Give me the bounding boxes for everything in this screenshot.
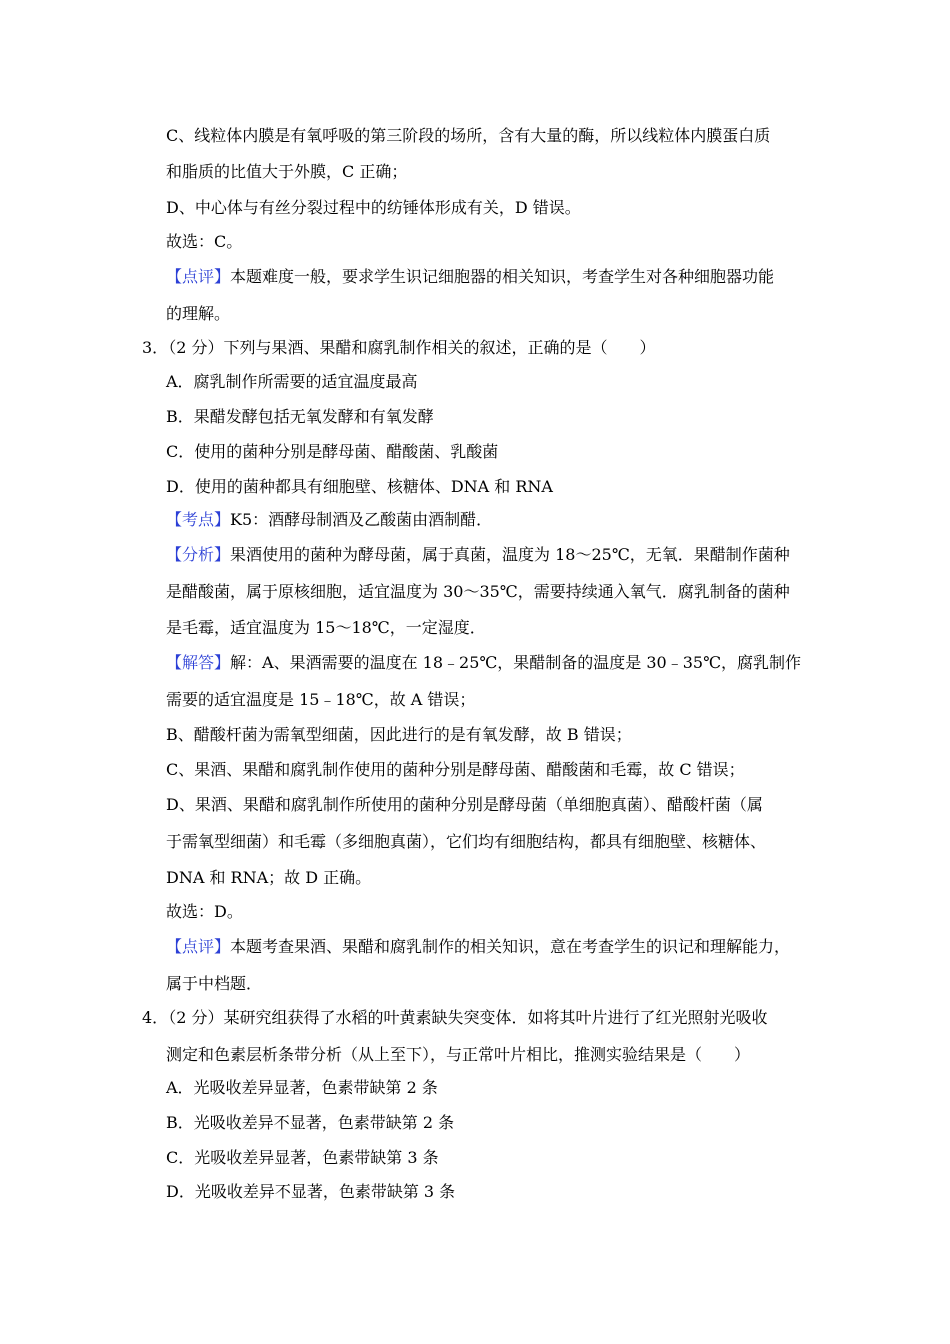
question-number: 4．	[142, 1008, 169, 1027]
q3-option-c: C．使用的菌种分别是酵母菌、醋酸菌、乳酸菌	[166, 442, 499, 461]
q2-comment-line1	[166, 267, 774, 287]
q4-option-b: B．光吸收差异不显著，色素带缺第 2 条	[166, 1113, 455, 1132]
jieda-text: 解：A、果酒需要的温度在 18﹣25℃，果醋制备的温度是 30﹣35℃，腐乳制作	[230, 653, 801, 672]
q4-option-d: D．光吸收差异不显著，色素带缺第 3 条	[166, 1182, 456, 1201]
q3-option-a: A．腐乳制作所需要的适宜温度最高	[166, 372, 418, 391]
q3-jieda-line1	[166, 653, 801, 673]
fenxi-text: 果酒使用的菌种为酵母菌，属于真菌，温度为 18～25℃，无氧．果醋制作菌种	[230, 545, 790, 564]
question-stem-text: （2 分）下列与果酒、果醋和腐乳制作相关的叙述，正确的是（ ）	[168, 338, 656, 357]
kaodian-tag: 【考点】	[166, 510, 231, 529]
q3-jieda-d-line2: 于需氧型细菌）和毛霉（多细胞真菌），它们均有细胞结构，都具有细胞壁、核糖体、	[166, 832, 767, 851]
q3-jieda-line2: 需要的适宜温度是 15﹣18℃，故 A 错误；	[166, 690, 476, 709]
q3-option-b: B．果醋发酵包括无氧发酵和有氧发酵	[166, 407, 434, 426]
q4-option-c: C．光吸收差异显著，色素带缺第 3 条	[166, 1148, 439, 1167]
q3-comment-line1	[166, 937, 790, 957]
q3-jieda-c: C、果酒、果醋和腐乳制作使用的菌种分别是酵母菌、醋酸菌和毛霉，故 C 错误；	[166, 760, 745, 779]
q3-stem	[142, 338, 655, 358]
q3-option-d: D．使用的菌种都具有细胞壁、核糖体、DNA 和 RNA	[166, 477, 553, 496]
q3-jieda-d-line3: DNA 和 RNA；故 D 正确。	[166, 868, 372, 887]
q2-answer: 故选：C。	[166, 232, 243, 251]
jieda-tag: 【解答】	[166, 653, 231, 672]
q3-answer: 故选：D。	[166, 902, 243, 921]
q3-fenxi-line2: 是醋酸菌，属于原核细胞，适宜温度为 30～35℃，需要持续通入氧气．腐乳制备的菌种	[166, 582, 790, 601]
comment-tag: 【点评】	[166, 267, 231, 286]
q2-option-d-explanation: D、中心体与有丝分裂过程中的纺锤体形成有关，D 错误。	[166, 198, 581, 217]
q4-stem-line2: 测定和色素层析条带分析（从上至下），与正常叶片相比，推测实验结果是（ ）	[166, 1045, 751, 1064]
q3-jieda-b: B、醋酸杆菌为需氧型细菌，因此进行的是有氧发酵，故 B 错误；	[166, 725, 632, 744]
q3-comment-line2: 属于中档题．	[166, 974, 263, 993]
question-stem-text: （2 分）某研究组获得了水稻的叶黄素缺失突变体．如将其叶片进行了红光照射光吸收	[168, 1008, 768, 1027]
q2-option-c-explanation-line1: C、线粒体内膜是有氧呼吸的第三阶段的场所，含有大量的酶，所以线粒体内膜蛋白质	[166, 126, 771, 145]
q3-fenxi-line3: 是毛霉，适宜温度为 15～18℃，一定湿度．	[166, 618, 486, 637]
q3-fenxi-line1	[166, 545, 790, 565]
question-number: 3．	[142, 338, 169, 357]
fenxi-tag: 【分析】	[166, 545, 231, 564]
q3-kaodian	[166, 510, 492, 530]
kaodian-text: K5：酒酵母制酒及乙酸菌由酒制醋．	[230, 510, 493, 529]
comment-tag: 【点评】	[166, 937, 231, 956]
q4-stem-line1	[142, 1008, 767, 1028]
comment-text: 本题难度一般，要求学生识记细胞器的相关知识，考查学生对各种细胞器功能	[230, 267, 775, 286]
q3-jieda-d-line1: D、果酒、果醋和腐乳制作所使用的菌种分别是酵母菌（单细胞真菌）、醋酸杆菌（属	[166, 795, 763, 814]
q2-comment-line2: 的理解。	[166, 304, 231, 323]
q4-option-a: A．光吸收差异显著，色素带缺第 2 条	[166, 1078, 438, 1097]
comment-text: 本题考查果酒、果醋和腐乳制作的相关知识，意在考查学生的识记和理解能力，	[230, 937, 791, 956]
q2-option-c-explanation-line2: 和脂质的比值大于外膜，C 正确；	[166, 162, 408, 181]
